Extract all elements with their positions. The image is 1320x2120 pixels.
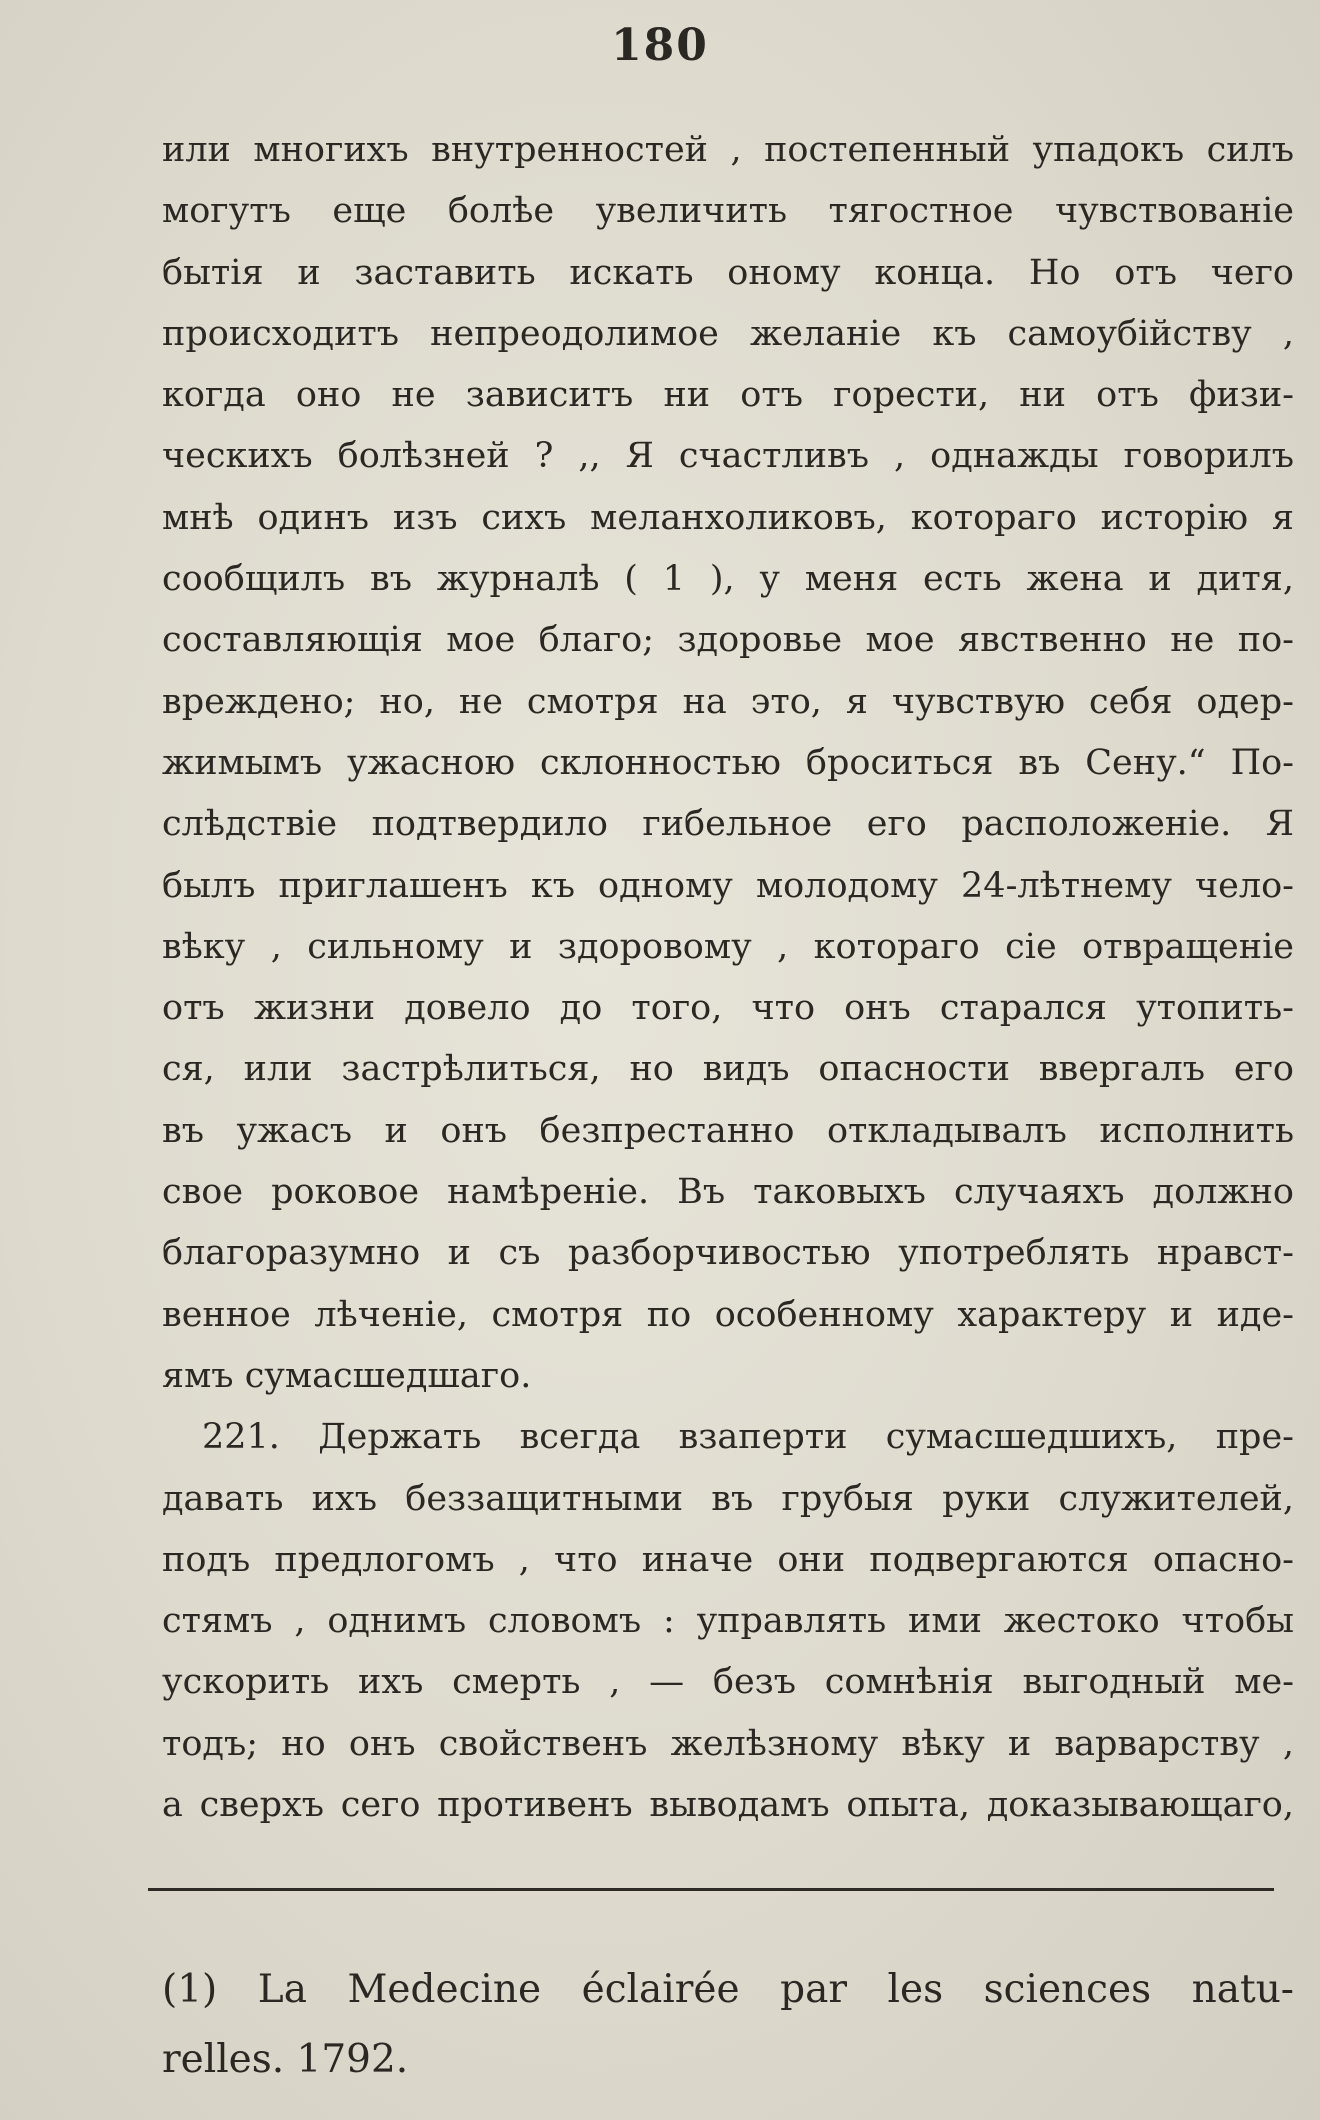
text-line: ямъ сумасшедшаго. xyxy=(162,1355,532,1396)
body-text xyxy=(162,120,1294,1836)
text-line: ческихъ болѣзней ? ,, Я счастливъ , однажды говорилъ xyxy=(162,436,1294,477)
text-line: благоразумно и съ разборчивостью употреблять нравст- xyxy=(162,1233,1294,1274)
text-line: вреждено; но, не смотря на это, я чувствую себя одер- xyxy=(162,681,1294,722)
footnote-line: relles. 1792. xyxy=(162,2037,409,2082)
text-line: или многихъ внутренностей , постепенный упадокъ силъ xyxy=(162,130,1294,170)
footnote xyxy=(162,1955,1294,2095)
text-line: бытія и заставить искать оному конца. Но отъ чего xyxy=(162,252,1294,293)
footnote-divider xyxy=(148,1888,1274,1891)
paragraph-start-line: 221. Держать всегда взаперти сумасшедшихъ, пре- xyxy=(202,1417,1294,1458)
footnote-line: (1) La Medecine éclairée par les sciences natu- xyxy=(162,1967,1294,2012)
page-number: 180 xyxy=(611,20,709,71)
text-line: подъ предлогомъ , что иначе они подвергаются опасно- xyxy=(162,1539,1294,1580)
text-line: жимымъ ужасною склонностью броситься въ Сену.“ По- xyxy=(162,742,1294,783)
text-line: тодъ; но онъ свойственъ желѣзному вѣку и варварству , xyxy=(162,1723,1294,1764)
text-line: въ ужасъ и онъ безпрестанно откладывалъ исполнить xyxy=(162,1110,1294,1151)
text-line: вѣку , сильному и здоровому , котораго сіе отвращеніе xyxy=(162,926,1294,967)
text-line: сообщилъ въ журналѣ ( 1 ), у меня есть жена и дитя, xyxy=(162,559,1294,600)
text-line: происходитъ непреодолимое желаніе къ самоубійству , xyxy=(162,313,1294,354)
text-line: а сверхъ сего противенъ выводамъ опыта, доказывающаго, xyxy=(162,1785,1294,1826)
text-line: составляющія мое благо; здоровье мое явственно не по- xyxy=(162,620,1294,661)
text-line: венное лѣченіе, смотря по особенному характеру и иде- xyxy=(162,1294,1294,1335)
text-line: стямъ , однимъ словомъ : управлять ими жестоко чтобы xyxy=(162,1601,1294,1642)
text-line: слѣдствіе подтвердило гибельное его расположеніе. Я xyxy=(162,804,1294,845)
text-line: когда оно не зависитъ ни отъ горести, ни отъ физи- xyxy=(162,375,1294,416)
text-line: отъ жизни довело до того, что онъ старался утопить- xyxy=(162,988,1294,1029)
text-line: ускорить ихъ смерть , — безъ сомнѣнія выгодный ме- xyxy=(162,1662,1294,1703)
text-line: давать ихъ беззащитными въ грубыя руки служителей, xyxy=(162,1478,1294,1519)
text-line: ся, или застрѣлиться, но видъ опасности ввергалъ его xyxy=(162,1049,1294,1090)
text-line: былъ приглашенъ къ одному молодому 24-лѣтнему чело- xyxy=(162,865,1294,906)
text-line: свое роковое намѣреніе. Въ таковыхъ случаяхъ должно xyxy=(162,1172,1294,1213)
text-line: мнѣ одинъ изъ сихъ меланхоликовъ, котораго исторію я xyxy=(162,497,1294,538)
text-line: могутъ еще болѣе увеличить тягостное чувствованіе xyxy=(162,191,1294,232)
